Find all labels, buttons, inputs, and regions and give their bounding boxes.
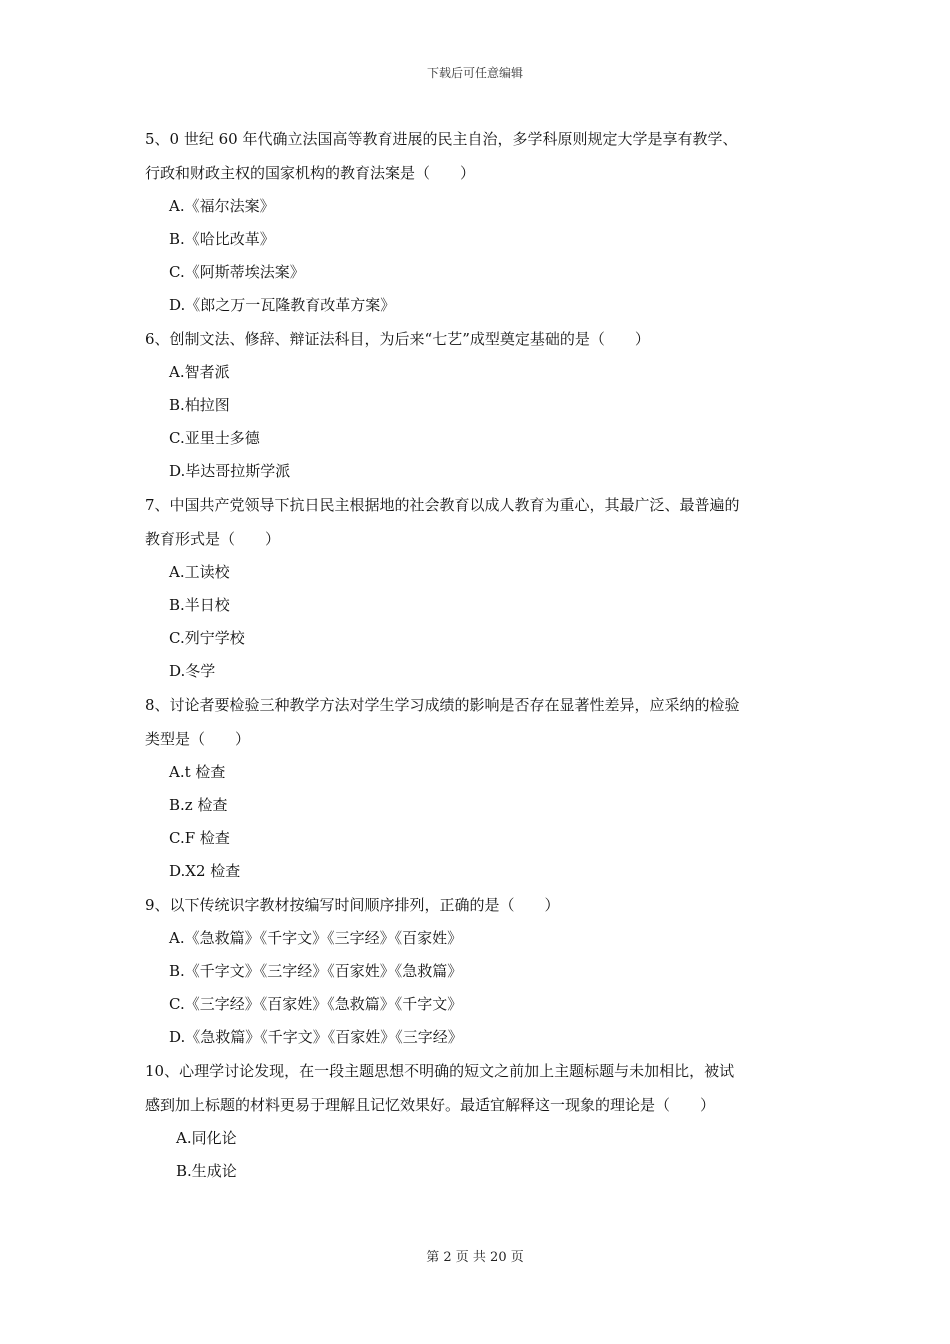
option-d: D.冬学	[169, 662, 216, 680]
option-c: C.亚里士多德	[169, 429, 260, 447]
page-footer: 第 2 页 共 20 页	[426, 1250, 524, 1265]
option-d: D.《急救篇》《千字文》《百家姓》《三字经》	[169, 1028, 463, 1046]
question-text: 9、以下传统识字教材按编写时间顺序排列，正确的是（ ）	[145, 896, 560, 914]
option-d: D.毕达哥拉斯学派	[169, 462, 291, 480]
option-a: A.t 检查	[169, 763, 226, 781]
option-b: B.《千字文》《三字经》《百家姓》《急救篇》	[169, 962, 463, 980]
question-text: 类型是（ ）	[145, 730, 251, 748]
question-text: 6、创制文法、修辞、辩证法科目，为后来“七艺”成型奠定基础的是（ ）	[145, 330, 650, 348]
option-d: D.X2 检查	[169, 862, 241, 880]
option-c: C.《三字经》《百家姓》《急救篇》《千字文》	[169, 995, 463, 1013]
option-b: B.生成论	[176, 1162, 237, 1180]
question-text: 10、心理学讨论发现，在一段主题思想不明确的短文之前加上主题标题与未加相比，被试	[145, 1062, 735, 1080]
option-a: A.智者派	[169, 363, 230, 381]
document-body	[145, 122, 815, 1188]
question-text: 教育形式是（ ）	[145, 530, 281, 548]
option-b: B.《哈比改革》	[169, 230, 275, 248]
question-7	[145, 488, 815, 688]
option-a: A.《福尔法案》	[169, 197, 275, 215]
option-c: C.《阿斯蒂埃法案》	[169, 263, 305, 281]
question-text: 8、讨论者要检验三种教学方法对学生学习成绩的影响是否存在显著性差异，应采纳的检验	[145, 696, 740, 714]
option-c: C.列宁学校	[169, 629, 245, 647]
option-a: A.同化论	[176, 1129, 237, 1147]
page-header: 下载后可任意编辑	[426, 66, 523, 80]
option-b: B.z 检查	[169, 796, 228, 814]
option-a: A.《急救篇》《千字文》《三字经》《百家姓》	[169, 929, 463, 947]
question-text: 行政和财政主权的国家机构的教育法案是（ ）	[145, 164, 476, 182]
question-8	[145, 688, 815, 888]
option-d: D.《郎之万一瓦隆教育改革方案》	[169, 296, 396, 314]
option-a: A.工读校	[169, 563, 230, 581]
option-c: C.F 检查	[169, 829, 230, 847]
question-9	[145, 888, 815, 1054]
question-text: 感到加上标题的材料更易于理解且记忆效果好。最适宜解释这一现象的理论是（ ）	[145, 1096, 716, 1114]
question-10	[145, 1054, 815, 1188]
option-b: B.半日校	[169, 596, 230, 614]
option-b: B.柏拉图	[169, 396, 230, 414]
question-6	[145, 322, 815, 488]
question-5	[145, 122, 815, 322]
question-text: 7、中国共产党领导下抗日民主根据地的社会教育以成人教育为重心，其最广泛、最普遍的	[145, 496, 740, 514]
question-text: 5、0 世纪 60 年代确立法国高等教育进展的民主自治，多学科原则规定大学是享有教学、	[145, 130, 738, 148]
